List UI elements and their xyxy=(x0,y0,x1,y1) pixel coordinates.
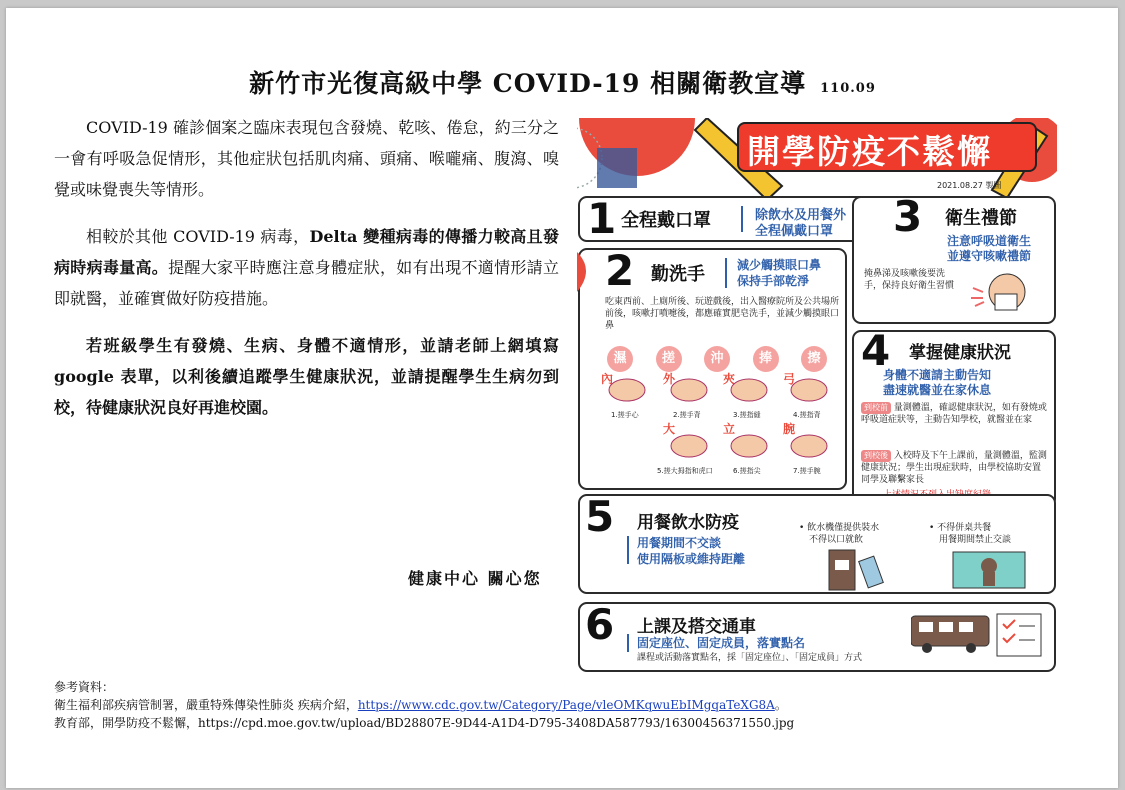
wash-steps xyxy=(607,346,827,372)
caption-2: 2.搓手背 xyxy=(673,411,701,419)
card-2-title: 勤洗手 xyxy=(651,264,705,285)
card-4-after xyxy=(861,450,1049,486)
card-1-divider xyxy=(741,206,743,232)
card-6-note: 固定座位、固定成員，落實點名 xyxy=(637,636,806,650)
paragraph-delta xyxy=(54,221,559,314)
bus-checklist-icon xyxy=(911,610,1051,660)
delta-emphasis: Delta 變種病毒的傳播力較高且發病時病毒量高。 xyxy=(54,227,559,277)
card-2-note-1: 減少觸摸眼口鼻 xyxy=(737,258,822,272)
card-3-note-1: 注意呼吸道衛生 xyxy=(947,234,1032,248)
card-2-accent xyxy=(577,252,597,292)
caption-6: 6.搓指尖 xyxy=(733,467,761,475)
card-2-number: 2 xyxy=(605,246,635,295)
poster-image xyxy=(577,118,1057,672)
tag-before-school: 到校前 xyxy=(861,402,891,414)
signature: 健康中心 關心您 xyxy=(408,569,542,588)
card-6-title: 上課及搭交通車 xyxy=(637,617,756,637)
caption-5: 5.搓大拇指和虎口 xyxy=(657,467,713,475)
paragraph-symptoms: COVID-19 確診個案之臨床表現包含發燒、乾咳、倦怠，約三分之一會有呼吸急促情形，其他症狀包括肌肉痛、頭痛、喉嚨痛、腹瀉、嗅覺或味覺喪失等情形。 xyxy=(54,118,559,199)
card-4-number: 4 xyxy=(861,326,891,375)
cdc-link[interactable]: https://www.cdc.gov.tw/Category/Page/vleOMKqwuEbIMgqaTeXG8A xyxy=(357,698,775,712)
reference-1-text: 衛生福利部疾病管制署，嚴重特殊傳染性肺炎 疾病介紹， xyxy=(54,698,358,712)
card-5-bullet-2: • 不得併桌共餐 xyxy=(929,523,992,533)
wash-step-1: 濕 xyxy=(607,346,633,372)
reference-1-suffix: 。 xyxy=(774,698,787,712)
page-title xyxy=(0,64,1125,100)
references xyxy=(54,678,794,732)
card-1-number: 1 xyxy=(587,194,617,243)
wash-step-5: 擦 xyxy=(801,346,827,372)
dining-partition-icon xyxy=(949,546,1029,592)
card-4-before xyxy=(861,402,1049,426)
hand-label-3: 夾 xyxy=(723,372,736,386)
card-5-divider xyxy=(627,536,629,564)
hand-label-5: 大 xyxy=(663,422,676,436)
caption-4: 4.搓指背 xyxy=(793,411,821,419)
hand-label-1: 內 xyxy=(601,372,614,386)
card-4-title: 掌握健康狀況 xyxy=(909,343,1011,363)
wash-step-4: 捧 xyxy=(753,346,779,372)
card-6-number: 6 xyxy=(585,600,615,649)
card-3-title: 衛生禮節 xyxy=(945,208,1017,229)
caption-3: 3.搓指縫 xyxy=(733,411,761,419)
hand-label-7: 腕 xyxy=(783,422,796,436)
card-2-divider xyxy=(725,258,727,288)
reference-2: 教育部，開學防疫不鬆懈，https://cpd.moe.gov.tw/upload/BD28807E-9D44-A1D4-D795-3408DA587793/16300456371550.jpg xyxy=(54,716,795,730)
card-2-note-2: 保持手部乾淨 xyxy=(737,274,810,288)
card-3-note-2: 並遵守咳嗽禮節 xyxy=(947,249,1032,263)
card-1-note-1: 除飲水及用餐外 xyxy=(755,208,847,223)
card-6-desc: 課程或活動落實點名，採「固定座位」、「固定成員」方式 xyxy=(637,653,863,663)
card-5-note-2: 使用隔板或維持距離 xyxy=(637,552,746,566)
delta-reminder: 提醒大家平時應注意身體症狀，如有出現不適情形請立即就醫，並確實做好防疫措施。 xyxy=(54,258,559,308)
hand-icons-row-2 xyxy=(597,426,847,466)
card-5-title: 用餐飲水防疫 xyxy=(637,513,739,533)
card-4-note-1: 身體不適請主動告知 xyxy=(883,368,992,382)
poster-date: 2021.08.27 製圖 xyxy=(937,181,1002,190)
title-text: 新竹市光復高級中學 COVID-19 相關衛教宣導 xyxy=(249,69,807,98)
card-4-note-2: 盡速就醫並在家休息 xyxy=(883,383,992,397)
delta-intro: 相較於其他 COVID-19 病毒， xyxy=(86,227,310,246)
version-label: 110.09 xyxy=(820,81,876,96)
paragraph-report: 若班級學生有發燒、生病、身體不適情形，並請老師上網填寫 google 表單，以利後續追蹤學生健康狀況，並請提醒學生生病勿到校，待健康狀況良好再進校園。 xyxy=(54,336,559,417)
card-5-number: 5 xyxy=(585,492,615,541)
card-6-divider xyxy=(627,634,629,652)
caption-1: 1.搓手心 xyxy=(611,411,639,419)
tag-after-school: 到校後 xyxy=(861,450,891,462)
sneeze-icon xyxy=(967,268,1047,320)
water-dispenser-icon xyxy=(825,546,895,592)
card-4-before-text: 量測體溫，確認健康狀況，如有發燒或呼吸道症狀等，主動告知學校，就醫並在家 xyxy=(861,403,1047,425)
card-3-desc: 掩鼻涕及咳嗽後要洗手，保持良好衛生習慣 xyxy=(864,269,955,291)
card-5-bullet-2b: 用餐期間禁止交談 xyxy=(939,535,1012,545)
card-1-title: 全程戴口罩 xyxy=(621,210,711,231)
card-4-after-text: 入校時及下午上課前，量測體溫，監測健康狀況；學生出現症狀時，由學校協助安置同學及聯繫家長 xyxy=(861,451,1047,485)
caption-7: 7.搓手腕 xyxy=(793,467,821,475)
card-5-bullet-1b: 不得以口就飲 xyxy=(809,535,864,545)
body-text xyxy=(54,112,559,439)
wash-step-3: 沖 xyxy=(704,346,730,372)
hand-label-6: 立 xyxy=(723,422,736,436)
card-5-note-1: 用餐期間不交談 xyxy=(637,536,722,550)
references-label: 參考資料： xyxy=(54,680,115,694)
card-5-bullet-1: • 飲水機僅提供裝水 xyxy=(799,523,880,533)
hand-label-2: 外 xyxy=(663,372,676,386)
hand-icons-row-1 xyxy=(597,370,847,410)
card-3-number: 3 xyxy=(893,192,923,241)
wash-step-2: 搓 xyxy=(656,346,682,372)
card-1-note-2: 全程佩戴口罩 xyxy=(755,224,834,239)
hand-label-4: 弓 xyxy=(783,372,796,386)
card-2-desc: 吃東西前、上廁所後、玩遊戲後，出入醫療院所及公共場所前後，咳嗽打噴嚏後，都應確實肥皂洗手，並減少觸摸眼口鼻 xyxy=(605,297,840,331)
reference-1 xyxy=(54,696,794,714)
banner-text: 開學防疫不鬆懈 xyxy=(747,132,992,171)
